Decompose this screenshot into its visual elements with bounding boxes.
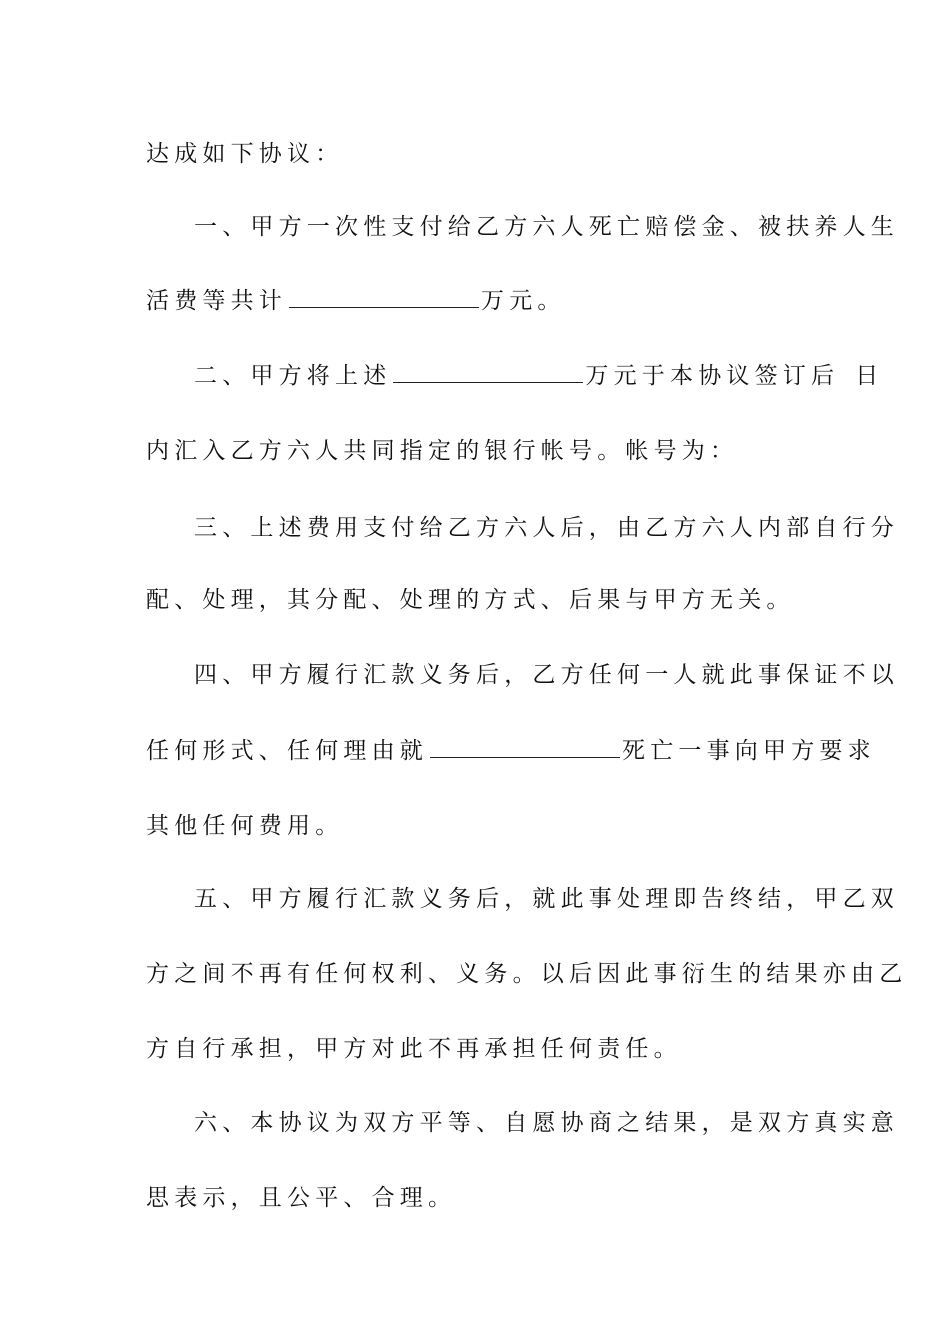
clause-1-text: 一、甲方一次性支付给乙方六人死亡赔偿金、被扶养人生: [194, 214, 899, 240]
clause-5-text: 方自行承担，甲方对此不再承担任何责任。: [146, 1036, 682, 1062]
clause-2-text-post: 日: [855, 363, 884, 389]
clause-5-text: 五、甲方履行汇款义务后，就此事处理即告终结，甲乙双: [194, 886, 899, 912]
clause-2-line-1: [194, 361, 884, 391]
clause-5-text: 方之间不再有任何权利、义务。以后因此事衍生的结果亦由乙: [146, 961, 908, 987]
amount-blank-field: [393, 380, 583, 383]
name-blank-field: [430, 755, 620, 758]
intro-text: [146, 139, 806, 169]
clause-1-text-post: 万元。: [481, 288, 566, 314]
clause-3-line-1: [194, 513, 899, 543]
clause-6-line-2: [146, 1183, 806, 1213]
clause-4-text: 其他任何费用。: [146, 813, 344, 839]
clause-1-line-2: [146, 286, 806, 316]
amount-blank-field: [289, 305, 479, 308]
clause-4-line-1: [194, 660, 899, 690]
clause-2-text: 内汇入乙方六人共同指定的银行帐号。帐号为：: [146, 438, 739, 464]
clause-3-line-2: [146, 585, 806, 615]
clause-6-line-1: [194, 1108, 899, 1138]
clause-5-line-2: [146, 959, 908, 989]
clause-1-line-1: [194, 212, 899, 242]
clause-6-text: 六、本协议为双方平等、自愿协商之结果，是双方真实意: [194, 1110, 899, 1136]
clause-4-text-post: 死亡一事向甲方要求: [622, 738, 876, 764]
clause-3-text: 三、上述费用支付给乙方六人后，由乙方六人内部自行分: [194, 515, 899, 541]
clause-2-text-mid: 万元于本协议签订后: [585, 363, 840, 389]
clause-2-text-pre: 二、甲方将上述: [194, 363, 392, 389]
clause-6-text: 思表示，且公平、合理。: [146, 1185, 457, 1211]
intro-label: 达成如下协议：: [146, 141, 344, 167]
clause-1-text-pre: 活费等共计: [146, 288, 287, 314]
clause-4-text-pre: 任何形式、任何理由就: [146, 738, 428, 764]
clause-5-line-1: [194, 884, 899, 914]
clause-5-line-3: [146, 1034, 806, 1064]
clause-3-text: 配、处理，其分配、处理的方式、后果与甲方无关。: [146, 587, 795, 613]
clause-4-line-3: [146, 811, 806, 841]
clause-4-text: 四、甲方履行汇款义务后，乙方任何一人就此事保证不以: [194, 662, 899, 688]
clause-2-line-2: [146, 436, 806, 466]
clause-4-line-2: [146, 736, 876, 766]
